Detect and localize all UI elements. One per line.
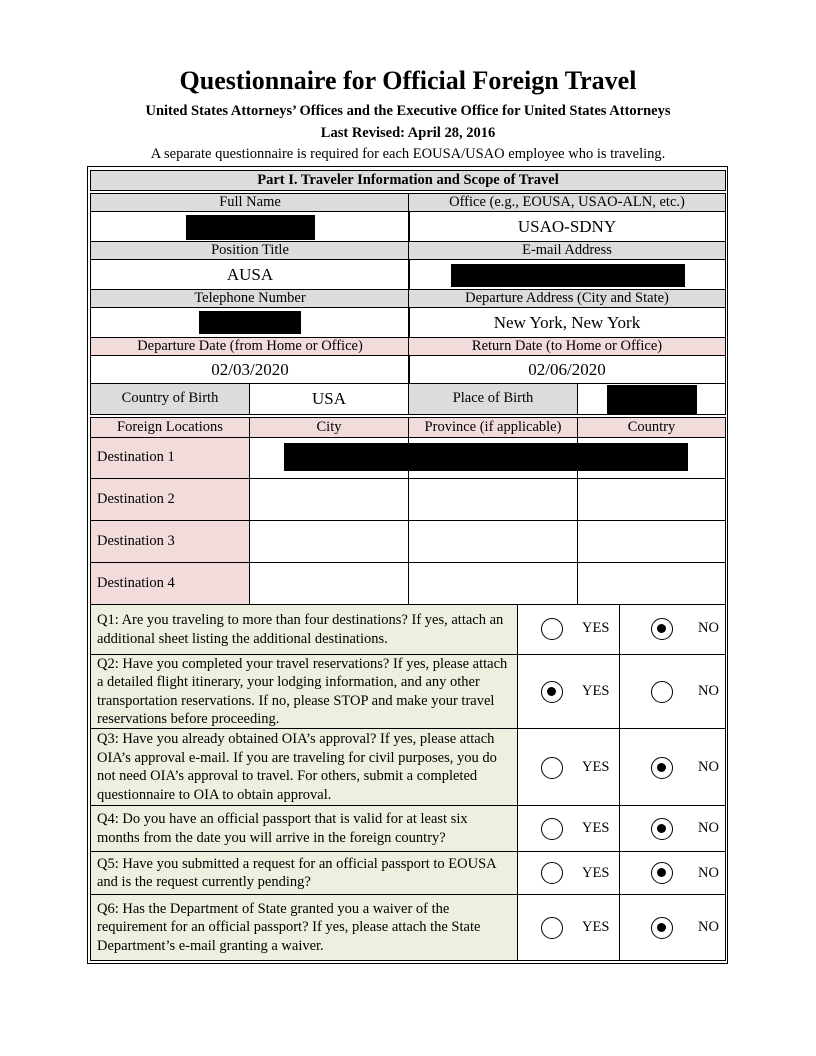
question-4-yes-label: YES [582,820,610,836]
full-name-label: Full Name [90,193,410,212]
question-5-no-option[interactable] [619,851,726,895]
redaction-full-name [186,215,315,240]
destination-4-province[interactable] [408,562,578,605]
question-6-yes-label: YES [582,919,610,935]
redaction-destination-1 [284,443,688,471]
locations-header-city: City [249,417,409,438]
place-of-birth-label: Place of Birth [408,383,578,415]
destination-2-country[interactable] [577,478,726,521]
question-6-no-radio[interactable] [651,917,673,939]
question-6-no-label: NO [698,919,719,935]
destination-2-province[interactable] [408,478,578,521]
position-title-field[interactable]: AUSA [90,259,410,290]
return-date-label: Return Date (to Home or Office) [408,337,726,356]
question-5-yes-option[interactable] [517,851,620,895]
question-4-yes-radio[interactable] [541,818,563,840]
question-5-yes-radio[interactable] [541,862,563,884]
full-name-field[interactable] [90,211,410,242]
email-label: E-mail Address [408,241,726,260]
question-4-no-radio[interactable] [651,818,673,840]
question-1-no-radio[interactable] [651,618,673,640]
place-of-birth-field[interactable] [577,383,726,415]
question-6-text: Q6: Has the Department of State granted you a waiver of the requirement for an official passport? If yes, please attach the State Department’s e-mail granting a waiver. [90,894,518,961]
locations-header-province: Province (if applicable) [408,417,578,438]
destination-1-label: Destination 1 [90,437,250,479]
locations-header-foreign-locations: Foreign Locations [90,417,250,438]
revision-date: Last Revised: April 28, 2016 [320,125,496,141]
question-6-yes-radio[interactable] [541,917,563,939]
question-5-no-radio[interactable] [651,862,673,884]
destination-2-label: Destination 2 [90,478,250,521]
question-5-no-label: NO [698,865,719,881]
question-2-yes-label: YES [582,683,610,699]
departure-date-label: Departure Date (from Home or Office) [90,337,410,356]
position-title-label: Position Title [90,241,410,260]
separate-questionnaire-note: A separate questionnaire is required for each EOUSA/USAO employee who is traveling. [150,146,666,162]
question-3-no-label: NO [698,759,719,775]
part1-heading: Part I. Traveler Information and Scope of Travel [90,170,726,191]
question-2-no-option[interactable] [619,654,726,729]
question-4-text: Q4: Do you have an official passport that is valid for at least six months from the date you will arrive in the foreign country? [90,805,518,852]
page-title: Questionnaire for Official Foreign Travel [179,66,637,95]
country-of-birth-field[interactable]: USA [249,383,409,415]
destination-2-city[interactable] [249,478,409,521]
question-2-yes-option[interactable] [517,654,620,729]
redaction-place-of-birth [607,385,697,415]
question-5-text: Q5: Have you submitted a request for an official passport to EOUSA and is the request currently pending? [90,851,518,895]
destination-4-label: Destination 4 [90,562,250,605]
question-2-no-label: NO [698,683,719,699]
destination-3-label: Destination 3 [90,520,250,563]
redaction-telephone [199,311,301,334]
question-1-yes-option[interactable] [517,604,620,655]
question-4-no-label: NO [698,820,719,836]
locations-header-country: Country [577,417,726,438]
question-3-yes-label: YES [582,759,610,775]
question-3-yes-radio[interactable] [541,757,563,779]
question-1-text: Q1: Are you traveling to more than four destinations? If yes, attach an additional sheet listing the additional destinations. [90,604,518,655]
email-field[interactable] [408,259,726,290]
question-6-yes-option[interactable] [517,894,620,961]
departure-address-field[interactable]: New York, New York [408,307,726,338]
telephone-field[interactable] [90,307,410,338]
question-5-yes-label: YES [582,865,610,881]
question-3-text: Q3: Have you already obtained OIA’s approval? If yes, please attach OIA’s approval e-mail. If you are traveling for civil purposes, you do not need OIA’s approval to travel. For others, submit a completed questionnaire to OIA to obtain approval. [90,728,518,806]
return-date-field[interactable]: 02/06/2020 [408,355,726,384]
office-label: Office (e.g., EOUSA, USAO-ALN, etc.) [408,193,726,212]
destination-3-country[interactable] [577,520,726,563]
telephone-label: Telephone Number [90,289,410,308]
departure-address-label: Departure Address (City and State) [408,289,726,308]
question-2-no-radio[interactable] [651,681,673,703]
destination-4-city[interactable] [249,562,409,605]
question-1-yes-label: YES [582,620,610,636]
page-subtitle: United States Attorneys’ Offices and the Executive Office for United States Attorneys [145,103,671,119]
question-3-yes-option[interactable] [517,728,620,806]
question-2-text: Q2: Have you completed your travel reservations? If yes, please attach a detailed flight itinerary, your lodging information, and any other transportation reservations. If no, please STOP and make your travel reservations before proceeding. [90,654,518,729]
question-1-no-label: NO [698,620,719,636]
question-3-no-radio[interactable] [651,757,673,779]
destination-4-country[interactable] [577,562,726,605]
question-6-no-option[interactable] [619,894,726,961]
question-1-no-option[interactable] [619,604,726,655]
question-3-no-option[interactable] [619,728,726,806]
question-4-yes-option[interactable] [517,805,620,852]
question-2-yes-radio[interactable] [541,681,563,703]
destination-3-city[interactable] [249,520,409,563]
departure-date-field[interactable]: 02/03/2020 [90,355,410,384]
question-1-yes-radio[interactable] [541,618,563,640]
country-of-birth-label: Country of Birth [90,383,250,415]
redaction-email [451,264,685,287]
office-field[interactable]: USAO-SDNY [408,211,726,242]
destination-3-province[interactable] [408,520,578,563]
question-4-no-option[interactable] [619,805,726,852]
travel-questionnaire-form [87,166,728,964]
